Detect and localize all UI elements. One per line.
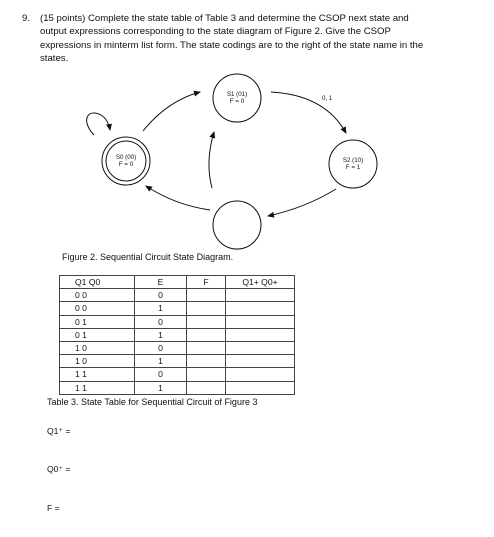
cell-e: 1 (135, 302, 187, 315)
question-line: output expressions corresponding to the state diagram of Figure 2. Give the CSOP (40, 26, 391, 38)
cell-next[interactable] (226, 328, 295, 341)
cell-e: 0 (135, 289, 187, 302)
table-row (60, 289, 295, 302)
question-number: 9. (22, 13, 31, 24)
edge-s2-to-unlabeled (268, 189, 336, 216)
edge-unlabeled-to-s0 (146, 186, 210, 210)
cell-f[interactable] (187, 381, 226, 394)
cell-next[interactable] (226, 355, 295, 368)
s1-name: S1 (01) (226, 91, 248, 98)
state-unlabeled (213, 201, 261, 249)
cell-f[interactable] (187, 355, 226, 368)
cell-f[interactable] (187, 328, 226, 341)
question-line: (15 points) Complete the state table of Table 3 and determine the CSOP next state and (40, 13, 409, 24)
table-header-row (60, 276, 295, 289)
equation-q1-next: Q1⁺ = (47, 426, 71, 436)
cell-f[interactable] (187, 302, 226, 315)
table-row (60, 315, 295, 328)
table-row (60, 368, 295, 381)
s1-output: F = 0 (229, 98, 245, 105)
table-row (60, 302, 295, 315)
cell-e: 0 (135, 368, 187, 381)
edge-s1-to-s2 (271, 92, 346, 133)
header-f: F (187, 276, 226, 289)
equation-f: F = (47, 503, 60, 513)
s2-output: F = 1 (345, 164, 361, 171)
edge-label-s1-s2: 0, 1 (322, 95, 333, 102)
cell-e: 0 (135, 341, 187, 354)
cell-e: 0 (135, 315, 187, 328)
cell-next[interactable] (226, 368, 295, 381)
s0-name: S0 (00) (115, 154, 137, 161)
s2-name: S2 (10) (342, 157, 364, 164)
s0-output: F = 0 (118, 161, 134, 168)
header-next-state: Q1+ Q0+ (226, 276, 295, 289)
cell-state: 1 0 (60, 341, 135, 354)
cell-state: 1 1 (60, 381, 135, 394)
cell-next[interactable] (226, 289, 295, 302)
cell-e: 1 (135, 355, 187, 368)
cell-state: 0 1 (60, 315, 135, 328)
edge-s0-to-s1 (143, 92, 200, 131)
equation-q0-next: Q0⁺ = (47, 464, 71, 474)
cell-f[interactable] (187, 341, 226, 354)
table-row (60, 328, 295, 341)
header-q1q0: Q1 Q0 (60, 276, 135, 289)
figure-caption: Figure 2. Sequential Circuit State Diagram. (62, 252, 234, 262)
state-table (59, 275, 295, 395)
table-row (60, 355, 295, 368)
cell-state: 1 0 (60, 355, 135, 368)
cell-state: 0 1 (60, 328, 135, 341)
cell-state: 0 0 (60, 302, 135, 315)
cell-state: 1 1 (60, 368, 135, 381)
cell-e: 1 (135, 328, 187, 341)
cell-e: 1 (135, 381, 187, 394)
cell-f[interactable] (187, 368, 226, 381)
table-row (60, 381, 295, 394)
cell-next[interactable] (226, 315, 295, 328)
cell-f[interactable] (187, 315, 226, 328)
cell-next[interactable] (226, 341, 295, 354)
self-loop-s0 (87, 113, 110, 135)
cell-next[interactable] (226, 381, 295, 394)
question-line: expressions in minterm list form. The state codings are to the right of the state name in the (40, 39, 424, 51)
cell-state: 0 0 (60, 289, 135, 302)
table-row (60, 341, 295, 354)
cell-next[interactable] (226, 302, 295, 315)
table-caption: Table 3. State Table for Sequential Circuit of Figure 3 (47, 397, 258, 407)
header-e: E (135, 276, 187, 289)
question-line: states. (40, 52, 69, 64)
edge-unlabeled-to-s1 (209, 132, 214, 188)
cell-f[interactable] (187, 289, 226, 302)
